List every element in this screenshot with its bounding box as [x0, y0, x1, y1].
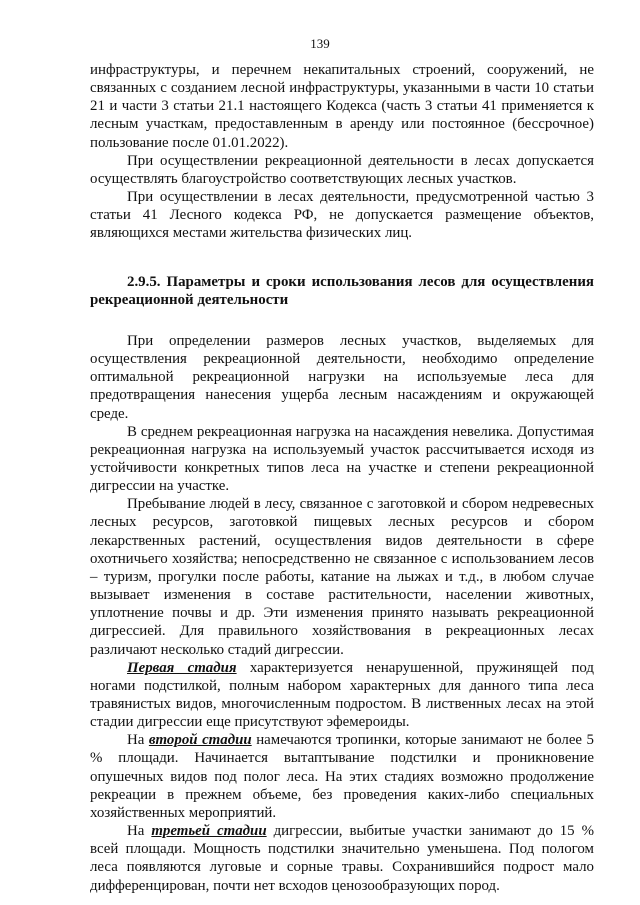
paragraph-stage-2	[90, 731, 594, 822]
paragraph-average-load: В среднем рекреационная нагрузка на насаждения невелика. Допустимая рекреационная нагрузка на используемый участок рассчитывается исходя из устойчивости конкретных типов леса на участке и степени рекреационной дигрессии на участке.	[90, 423, 594, 495]
stage-text: дигрессии, выбитые участки занимают до 15 % всей площади. Мощность подстилки значительно уменьшена. Под пологом леса появляются луговые и сорные травы. Сохранившийся подрост мало дифференцирован, почти нет всходов ценозообразующих пород.	[90, 823, 594, 894]
stage-prefix: На	[127, 823, 152, 840]
spacer	[90, 309, 594, 332]
page-number: 139	[310, 36, 330, 51]
section-heading: 2.9.5. Параметры и сроки использования лесов для осуществления рекреационной деятельности	[90, 273, 594, 308]
stage-term: третьей стадии	[151, 823, 267, 840]
paragraph-load-definition: При определении размеров лесных участков, выделяемых для осуществления рекреационной деятельности, необходимо определение оптимальной рекреационной нагрузки на используемые леса для предотвращения нанесения ущерба лесным насаждениям и окружающей среде.	[90, 332, 594, 422]
stage-prefix: На	[127, 732, 149, 749]
paragraph-landscaping: При осуществлении рекреационной деятельности в лесах допускается осуществлять благоустройство соответствующих лесных участков.	[90, 152, 594, 187]
paragraph-stage-3	[90, 822, 594, 895]
stage-text: характеризуется ненарушенной, пружинящей под ногами подстилкой, полным набором характерных для данного типа леса травянистых видов, многочисленным подростом. В лиственных лесах на этой стадии дигрессии еще присутствуют эфемероиды.	[90, 659, 594, 731]
stage-term: второй стадии	[148, 732, 252, 749]
paragraph-continuation: инфраструктуры, и перечнем некапитальных строений, сооружений, не связанных с созданием лесной инфраструктуры, указанными в части 10 статьи 21 и части 3 статьи 21.1 настоящего Кодекса (часть 3 статьи 41 применяется к лесным участкам, предоставленным в аренду или постоянное (бессрочное) пользование после 01.01.2022).	[90, 62, 594, 151]
page-body	[90, 61, 594, 895]
paragraph-stage-1	[90, 659, 594, 732]
stage-term: Первая стадия	[127, 659, 237, 676]
spacer	[90, 243, 594, 273]
stage-text: намечаются тропинки, которые занимают не более 5 % площади. Начинается вытаптывание подстилки и проникновение опушечных видов под полог леса. На этих стадиях возможно продолжение рекреации в прежнем объеме, без проведения каких-либо специальных хозяйственных мероприятий.	[90, 732, 595, 821]
paragraph-digression: Пребывание людей в лесу, связанное с заготовкой и сбором недревесных лесных ресурсов, заготовкой пищевых лесных ресурсов и сбором лекарственных растений, осуществления видов деятельности в сфере охотничьего хозяйства; непосредственно не связанное с использованием лесов – туризм, прогулки после работы, катание на лыжах и т.д., в любом случае вызывает изменения в составе растительности, населении животных, уплотнение почвы и др. Эти изменения принято называть рекреационной дигрессией. Для правильного хозяйствования в рекреационных лесах различают несколько стадий дигрессии.	[90, 496, 594, 658]
paragraph-residence-prohibition: При осуществлении в лесах деятельности, предусмотренной частью 3 статьи 41 Лесного кодекса РФ, не допускается размещение объектов, являющихся местами жительства физических лиц.	[90, 189, 594, 242]
